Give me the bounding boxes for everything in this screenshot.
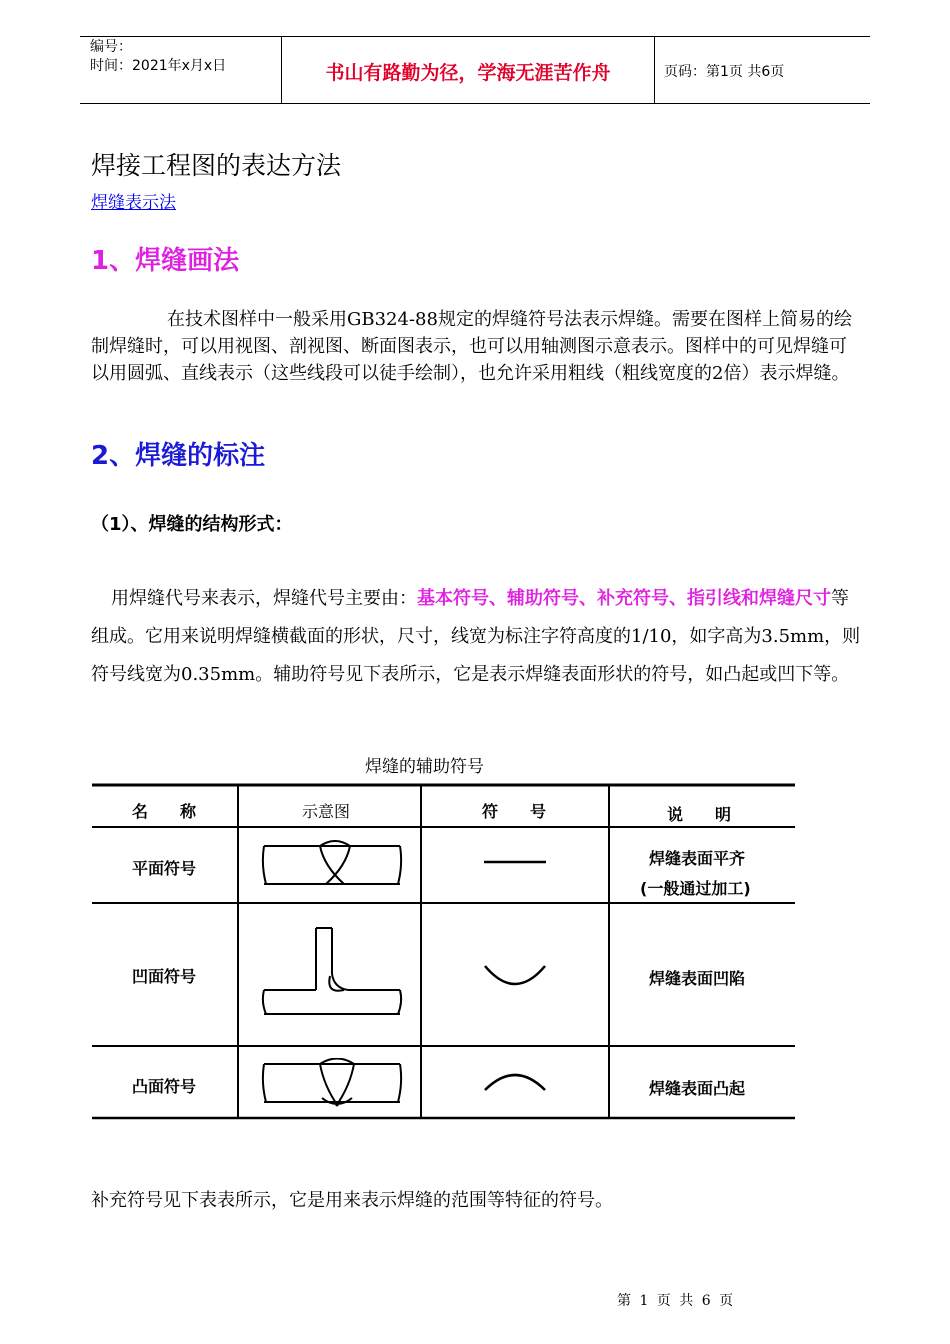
convex-weld-diagram-icon — [260, 1058, 405, 1110]
header-symbol: 符 号 — [482, 802, 547, 821]
auxiliary-symbols-table — [92, 782, 797, 1122]
code-label: 编号： — [90, 39, 132, 55]
row-convex-name: 凸面符号 — [132, 1077, 197, 1096]
header-page-info: 页码：第1页 共6页 — [664, 64, 785, 80]
flat-weld-diagram-icon — [260, 840, 405, 890]
page-footer: 第 1 页 共 6 页 — [617, 1293, 736, 1309]
header-meta — [90, 38, 226, 76]
header-bottom-rule — [80, 103, 870, 104]
header-divider — [654, 36, 655, 103]
row-concave-name: 凹面符号 — [132, 967, 197, 986]
row-flat-name: 平面符号 — [132, 859, 197, 878]
header-top-rule — [80, 36, 870, 37]
row-concave-desc: 焊缝表面凹陷 — [649, 969, 746, 988]
section-2-paragraph — [91, 580, 861, 694]
concave-weld-diagram-icon — [260, 924, 405, 1024]
header-name: 名 称 — [132, 802, 197, 821]
para-start: 用焊缝代号来表示，焊缝代号主要由： — [111, 588, 417, 609]
header-description: 说 明 — [667, 805, 732, 824]
page-title: 焊接工程图的表达方法 — [91, 151, 342, 180]
table-grid — [92, 782, 797, 1122]
header-diagram: 示意图 — [302, 802, 351, 821]
para-highlight: 基本符号、辅助符号、补充符号、指引线和焊缝尺寸 — [417, 588, 831, 609]
row-convex-desc: 焊缝表面凸起 — [649, 1079, 746, 1098]
row-flat-desc-note: (一般通过加工) — [640, 879, 751, 898]
closing-paragraph: 补充符号见下表表所示，它是用来表示焊缝的范围等特征的符号。 — [91, 1190, 613, 1211]
convex-symbol-icon — [480, 1070, 550, 1096]
concave-symbol-icon — [480, 962, 550, 992]
flat-symbol-icon — [480, 856, 550, 868]
section-1-paragraph: 在技术图样中一般采用GB324-88规定的焊缝符号法表示焊缝。需要在图样上简易的绘制焊缝时，可以用视图、剖视图、断面图表示，也可以用轴测图示意表示。图样中的可见焊缝可以用圆弧、直线表示（这些线段可以徒手绘制），也允许采用粗线（粗线宽度的2倍）表示焊缝。 — [91, 309, 852, 384]
time-label: 时间：2021年x月x日 — [90, 58, 227, 74]
section-2-heading: 2、焊缝的标注 — [91, 441, 266, 471]
row-flat-desc: 焊缝表面平齐 — [649, 849, 746, 868]
para-end: 等组成。它用来说明焊缝横截面的形状，尺寸，线宽为标注字符高度的1/10，如字高为3.5mm，则符号线宽为0.35mm。辅助符号见下表所示，它是表示焊缝表面形状的符号，如凸起或凹下等。 — [91, 588, 861, 685]
table-caption: 焊缝的辅助符号 — [365, 757, 484, 777]
section-1-heading: 1、焊缝画法 — [91, 246, 240, 276]
section-2-subheading: （1）、焊缝的结构形式： — [91, 514, 293, 535]
header-motto: 书山有路勤为径，学海无涯苦作舟 — [325, 62, 611, 84]
weld-notation-link[interactable]: 焊缝表示法 — [91, 193, 176, 213]
